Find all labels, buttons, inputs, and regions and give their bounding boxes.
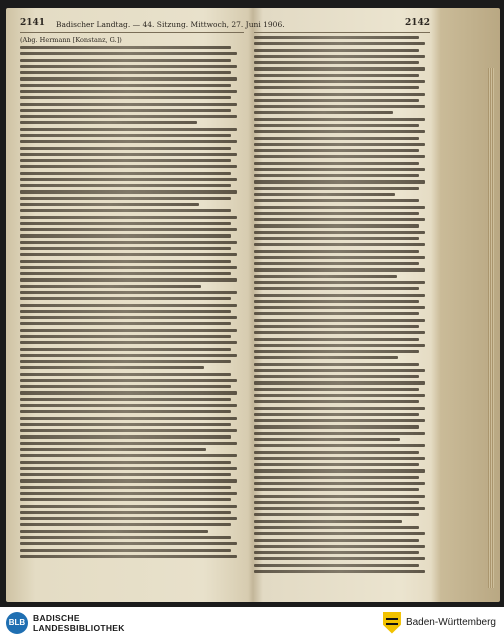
text-line <box>254 451 419 454</box>
text-line <box>20 492 237 495</box>
page-edge <box>488 68 494 588</box>
right-page <box>254 18 430 598</box>
text-line <box>254 356 398 359</box>
text-line <box>20 511 231 514</box>
text-line <box>254 438 400 441</box>
text-line <box>20 266 237 269</box>
footer-bar <box>0 607 504 638</box>
text-line <box>20 549 231 552</box>
text-line <box>254 42 425 45</box>
text-line <box>254 482 425 485</box>
text-line <box>20 379 237 382</box>
text-line <box>254 118 425 121</box>
text-line <box>254 180 425 183</box>
running-head-left <box>20 18 285 33</box>
text-line <box>254 507 425 510</box>
text-line <box>20 77 237 80</box>
text-line <box>20 429 237 432</box>
text-line <box>254 262 419 265</box>
text-line <box>254 61 419 64</box>
left-page <box>20 18 285 598</box>
text-line <box>20 467 237 470</box>
text-line <box>254 49 419 52</box>
text-line <box>254 243 425 246</box>
text-line <box>254 319 425 322</box>
text-body-left <box>20 46 244 558</box>
text-line <box>254 476 419 479</box>
text-line <box>20 203 199 206</box>
bw-logo-text: Baden-Württemberg <box>405 617 496 628</box>
text-line <box>20 159 231 162</box>
text-line <box>254 294 425 297</box>
text-line <box>20 147 231 150</box>
text-line <box>20 341 237 344</box>
text-line <box>254 407 425 410</box>
text-line <box>254 564 419 567</box>
text-line <box>254 137 419 140</box>
text-line <box>20 354 237 357</box>
text-line <box>254 557 425 560</box>
text-line <box>20 153 237 156</box>
text-line <box>254 495 425 498</box>
text-line <box>254 400 419 403</box>
text-line <box>20 291 237 294</box>
page-number-left: 2141 <box>20 18 46 28</box>
text-line <box>254 268 425 271</box>
text-line <box>20 109 231 112</box>
text-line <box>254 256 425 259</box>
page-number-right: 2142 <box>404 18 430 28</box>
text-line <box>20 272 231 275</box>
text-line <box>254 513 419 516</box>
text-line <box>20 348 231 351</box>
text-line <box>20 542 237 545</box>
blb-line1: BADISCHE <box>33 612 80 623</box>
text-line <box>254 344 425 347</box>
text-line <box>20 517 237 520</box>
text-line <box>254 212 419 215</box>
text-line <box>254 162 419 165</box>
text-line <box>254 369 425 372</box>
text-line <box>20 461 231 464</box>
text-line <box>254 130 425 133</box>
text-line <box>254 388 419 391</box>
blb-logo-text <box>33 613 125 633</box>
text-line <box>20 530 208 533</box>
text-line <box>254 105 425 108</box>
text-line <box>20 140 237 143</box>
text-line <box>20 285 201 288</box>
text-line <box>254 381 425 384</box>
text-line <box>254 363 419 366</box>
text-line <box>254 532 425 535</box>
text-line <box>254 174 419 177</box>
text-line <box>20 448 206 451</box>
text-line <box>20 121 197 124</box>
text-line <box>20 184 231 187</box>
running-head-text: Badischer Landtag. — 44. Sitzung. Mittwoch, 27. Juni 1906. <box>56 20 285 29</box>
text-line <box>254 306 425 309</box>
text-line <box>254 149 419 152</box>
text-line <box>254 143 425 146</box>
text-line <box>254 155 425 158</box>
running-head-right <box>254 18 430 33</box>
text-line <box>20 172 231 175</box>
text-line <box>254 520 402 523</box>
text-line <box>20 71 231 74</box>
text-line <box>20 304 237 307</box>
text-line <box>20 253 237 256</box>
text-line <box>20 398 231 401</box>
speaker-line: (Abg. Hermann [Konstanz, G.]) <box>20 36 122 44</box>
text-line <box>20 178 237 181</box>
text-line <box>254 275 397 278</box>
text-line <box>254 74 419 77</box>
text-line <box>20 165 237 168</box>
text-line <box>20 410 231 413</box>
text-line <box>254 111 393 114</box>
text-line <box>20 197 231 200</box>
text-line <box>254 36 419 39</box>
blb-line2: LANDESBIBLIOTHEK <box>33 622 125 633</box>
text-line <box>20 435 231 438</box>
text-line <box>254 250 419 253</box>
text-line <box>20 479 237 482</box>
bw-logo-group[interactable] <box>383 612 504 634</box>
text-line <box>20 498 231 501</box>
text-line <box>20 59 231 62</box>
text-line <box>20 555 237 558</box>
text-line <box>20 260 231 263</box>
text-line <box>20 385 231 388</box>
text-line <box>254 206 425 209</box>
text-line <box>254 469 425 472</box>
text-line <box>20 473 231 476</box>
text-line <box>20 216 237 219</box>
text-line <box>20 65 237 68</box>
text-line <box>20 115 237 118</box>
text-line <box>20 134 231 137</box>
text-line <box>254 488 419 491</box>
text-line <box>254 224 419 227</box>
text-line <box>254 394 425 397</box>
text-line <box>254 419 425 422</box>
text-line <box>254 187 419 190</box>
text-line <box>254 432 425 435</box>
text-line <box>20 335 231 338</box>
text-line <box>254 193 395 196</box>
text-line <box>20 316 237 319</box>
text-line <box>20 84 231 87</box>
text-line <box>20 360 231 363</box>
blb-logo-group[interactable] <box>0 612 125 634</box>
text-line <box>254 457 425 460</box>
text-line <box>20 417 237 420</box>
book-spread <box>6 8 500 602</box>
text-line <box>254 93 425 96</box>
text-line <box>20 190 237 193</box>
text-line <box>20 234 231 237</box>
text-line <box>20 103 237 106</box>
text-line <box>20 222 231 225</box>
text-line <box>254 67 425 70</box>
text-line <box>20 96 231 99</box>
text-line <box>20 322 231 325</box>
text-line <box>20 536 231 539</box>
text-line <box>254 425 419 428</box>
text-line <box>20 52 237 55</box>
baden-wuerttemberg-shield-icon <box>383 612 401 634</box>
text-line <box>20 373 231 376</box>
text-line <box>20 442 237 445</box>
text-line <box>20 329 237 332</box>
text-line <box>254 124 419 127</box>
text-line <box>20 228 237 231</box>
text-line <box>254 218 425 221</box>
text-line <box>20 486 231 489</box>
text-line <box>20 241 237 244</box>
text-line <box>254 237 419 240</box>
text-line <box>254 80 425 83</box>
text-line <box>254 300 419 303</box>
text-line <box>20 297 231 300</box>
text-line <box>20 278 237 281</box>
text-line <box>254 325 419 328</box>
text-line <box>20 366 204 369</box>
text-line <box>254 55 425 58</box>
text-line <box>20 391 237 394</box>
text-line <box>254 312 419 315</box>
text-line <box>20 505 237 508</box>
text-line <box>20 46 231 49</box>
text-line <box>254 375 419 378</box>
text-line <box>254 350 419 353</box>
text-line <box>254 281 425 284</box>
text-line <box>20 90 237 93</box>
text-line <box>254 287 419 290</box>
text-line <box>254 501 419 504</box>
text-line <box>254 545 425 548</box>
text-line <box>20 247 231 250</box>
text-line <box>20 454 237 457</box>
text-line <box>254 231 425 234</box>
text-line <box>254 86 419 89</box>
text-line <box>20 128 237 131</box>
text-line <box>254 526 419 529</box>
text-line <box>254 331 425 334</box>
text-line <box>20 404 237 407</box>
text-line <box>254 338 419 341</box>
text-line <box>20 209 231 212</box>
text-line <box>254 570 425 573</box>
text-line <box>254 463 419 466</box>
text-body-right <box>254 36 430 573</box>
text-line <box>254 199 419 202</box>
text-line <box>254 444 425 447</box>
blb-logo-icon: BLB <box>6 612 28 634</box>
text-line <box>254 99 419 102</box>
text-line <box>254 168 425 171</box>
text-line <box>20 423 231 426</box>
text-line <box>254 551 419 554</box>
text-line <box>254 539 419 542</box>
text-line <box>254 413 419 416</box>
text-line <box>20 310 231 313</box>
text-line <box>20 523 231 526</box>
